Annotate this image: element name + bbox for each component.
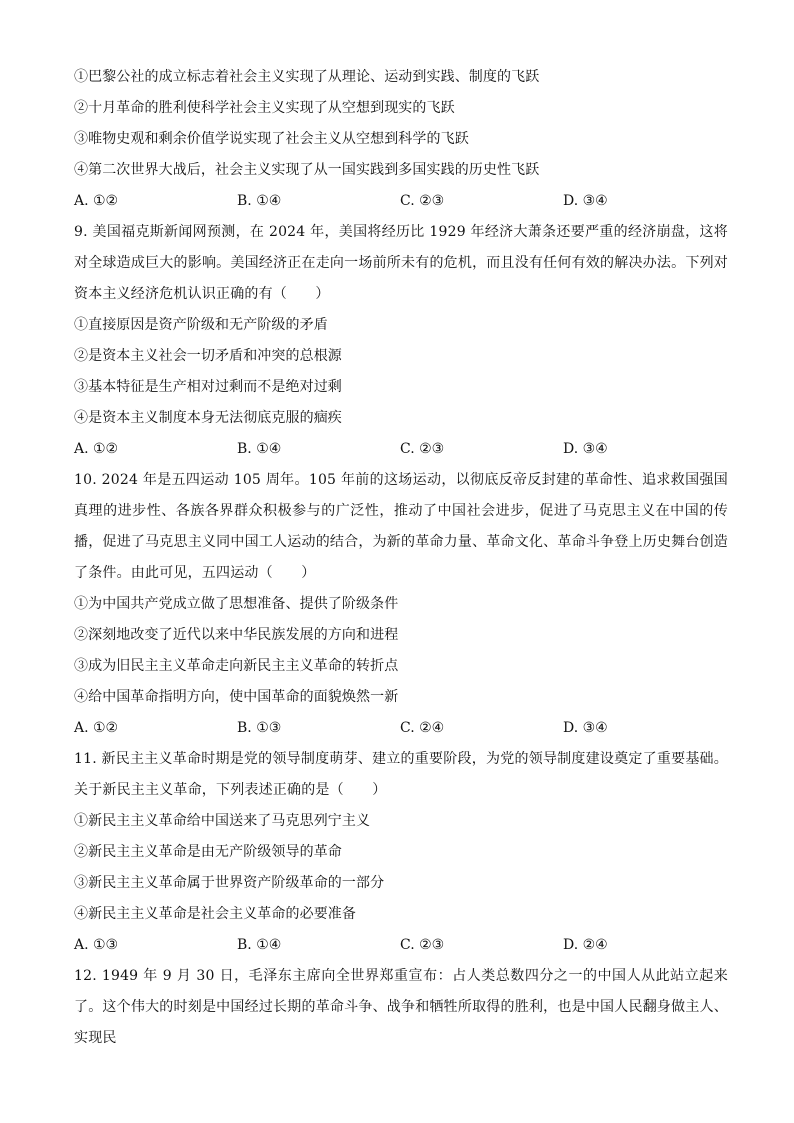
question-8 [74, 62, 728, 217]
statement-4: ④第二次世界大战后，社会主义实现了从一国实践到多国实践的历史性飞跃 [74, 162, 540, 178]
statement-1: ①为中国共产党成立做了思想准备、提供了阶级条件 [74, 596, 399, 612]
exam-page [74, 62, 728, 1054]
option-a: A. ①② [74, 193, 119, 209]
question-11 [74, 744, 728, 961]
option-d: D. ③④ [563, 720, 608, 736]
option-a: A. ①② [74, 441, 119, 457]
statement-4: ④是资本主义制度本身无法彻底克服的痼疾 [74, 410, 342, 426]
statement-1: ①新民主主义革命给中国送来了马克思列宁主义 [74, 813, 371, 829]
option-d: D. ③④ [563, 441, 608, 457]
option-b: B. ①④ [237, 193, 282, 209]
option-c: C. ②③ [400, 937, 445, 953]
answer-options [74, 186, 728, 217]
question-stem: 9. 美国福克斯新闻网预测，在 2024 年，美国将经历比 1929 年经济大萧条还要严重的经济崩盘，这将对全球造成巨大的影响。美国经济正在走向一场前所未有的危机，而且没有任何有效的解决办法。下列对资本主义经济危机认识正确的有（ ） [74, 224, 728, 302]
statement-2: ②十月革命的胜利使科学社会主义实现了从空想到现实的飞跃 [74, 100, 455, 116]
question-stem: 11. 新民主主义革命时期是党的领导制度萌芽、建立的重要阶段，为党的领导制度建设奠定了重要基础。关于新民主主义革命，下列表述正确的是（ ） [74, 751, 728, 798]
question-stem: 10. 2024 年是五四运动 105 周年。105 年前的这场运动，以彻底反帝反封建的革命性、追求救国强国真理的进步性、各族各界群众积极参与的广泛性，推动了中国社会进步，促进了马克思主义在中国的传播，促进了马克思主义同中国工人运动的结合，为新的革命力量、革命文化、革命斗争登上历史舞台创造了条件。由此可见，五四运动（ ） [74, 472, 728, 581]
statement-3: ③唯物史观和剩余价值学说实现了社会主义从空想到科学的飞跃 [74, 131, 469, 147]
option-d: D. ③④ [563, 193, 608, 209]
question-10 [74, 465, 728, 744]
answer-options [74, 434, 728, 465]
statement-3: ③基本特征是生产相对过剩而不是绝对过剩 [74, 379, 342, 395]
statement-4: ④新民主主义革命是社会主义革命的必要准备 [74, 906, 356, 922]
option-d: D. ②④ [563, 937, 608, 953]
statement-2: ②深刻地改变了近代以来中华民族发展的方向和进程 [74, 627, 399, 643]
statement-1: ①巴黎公社的成立标志着社会主义实现了从理论、运动到实践、制度的飞跃 [74, 69, 540, 85]
question-12 [74, 961, 728, 1054]
statement-4: ④给中国革命指明方向，使中国革命的面貌焕然一新 [74, 689, 399, 705]
question-9 [74, 217, 728, 465]
statement-2: ②是资本主义社会一切矛盾和冲突的总根源 [74, 348, 342, 364]
statement-2: ②新民主主义革命是由无产阶级领导的革命 [74, 844, 342, 860]
option-b: B. ①④ [237, 937, 282, 953]
statement-3: ③新民主主义革命属于世界资产阶级革命的一部分 [74, 875, 385, 891]
option-c: C. ②③ [400, 441, 445, 457]
option-c: C. ②④ [400, 720, 445, 736]
statement-3: ③成为旧民主主义革命走向新民主主义革命的转折点 [74, 658, 399, 674]
answer-options [74, 930, 728, 961]
option-a: A. ①② [74, 720, 119, 736]
option-b: B. ①④ [237, 441, 282, 457]
question-stem: 12. 1949 年 9 月 30 日，毛泽东主席向全世界郑重宣布：占人类总数四分之一的中国人从此站立起来了。这个伟大的时刻是中国经过长期的革命斗争、战争和牺牲所取得的胜利，也是中国人民翻身做主人、实现民 [74, 968, 728, 1046]
option-c: C. ②③ [400, 193, 445, 209]
statement-1: ①直接原因是资产阶级和无产阶级的矛盾 [74, 317, 328, 333]
option-b: B. ①③ [237, 720, 282, 736]
answer-options [74, 713, 728, 744]
option-a: A. ①③ [74, 937, 119, 953]
